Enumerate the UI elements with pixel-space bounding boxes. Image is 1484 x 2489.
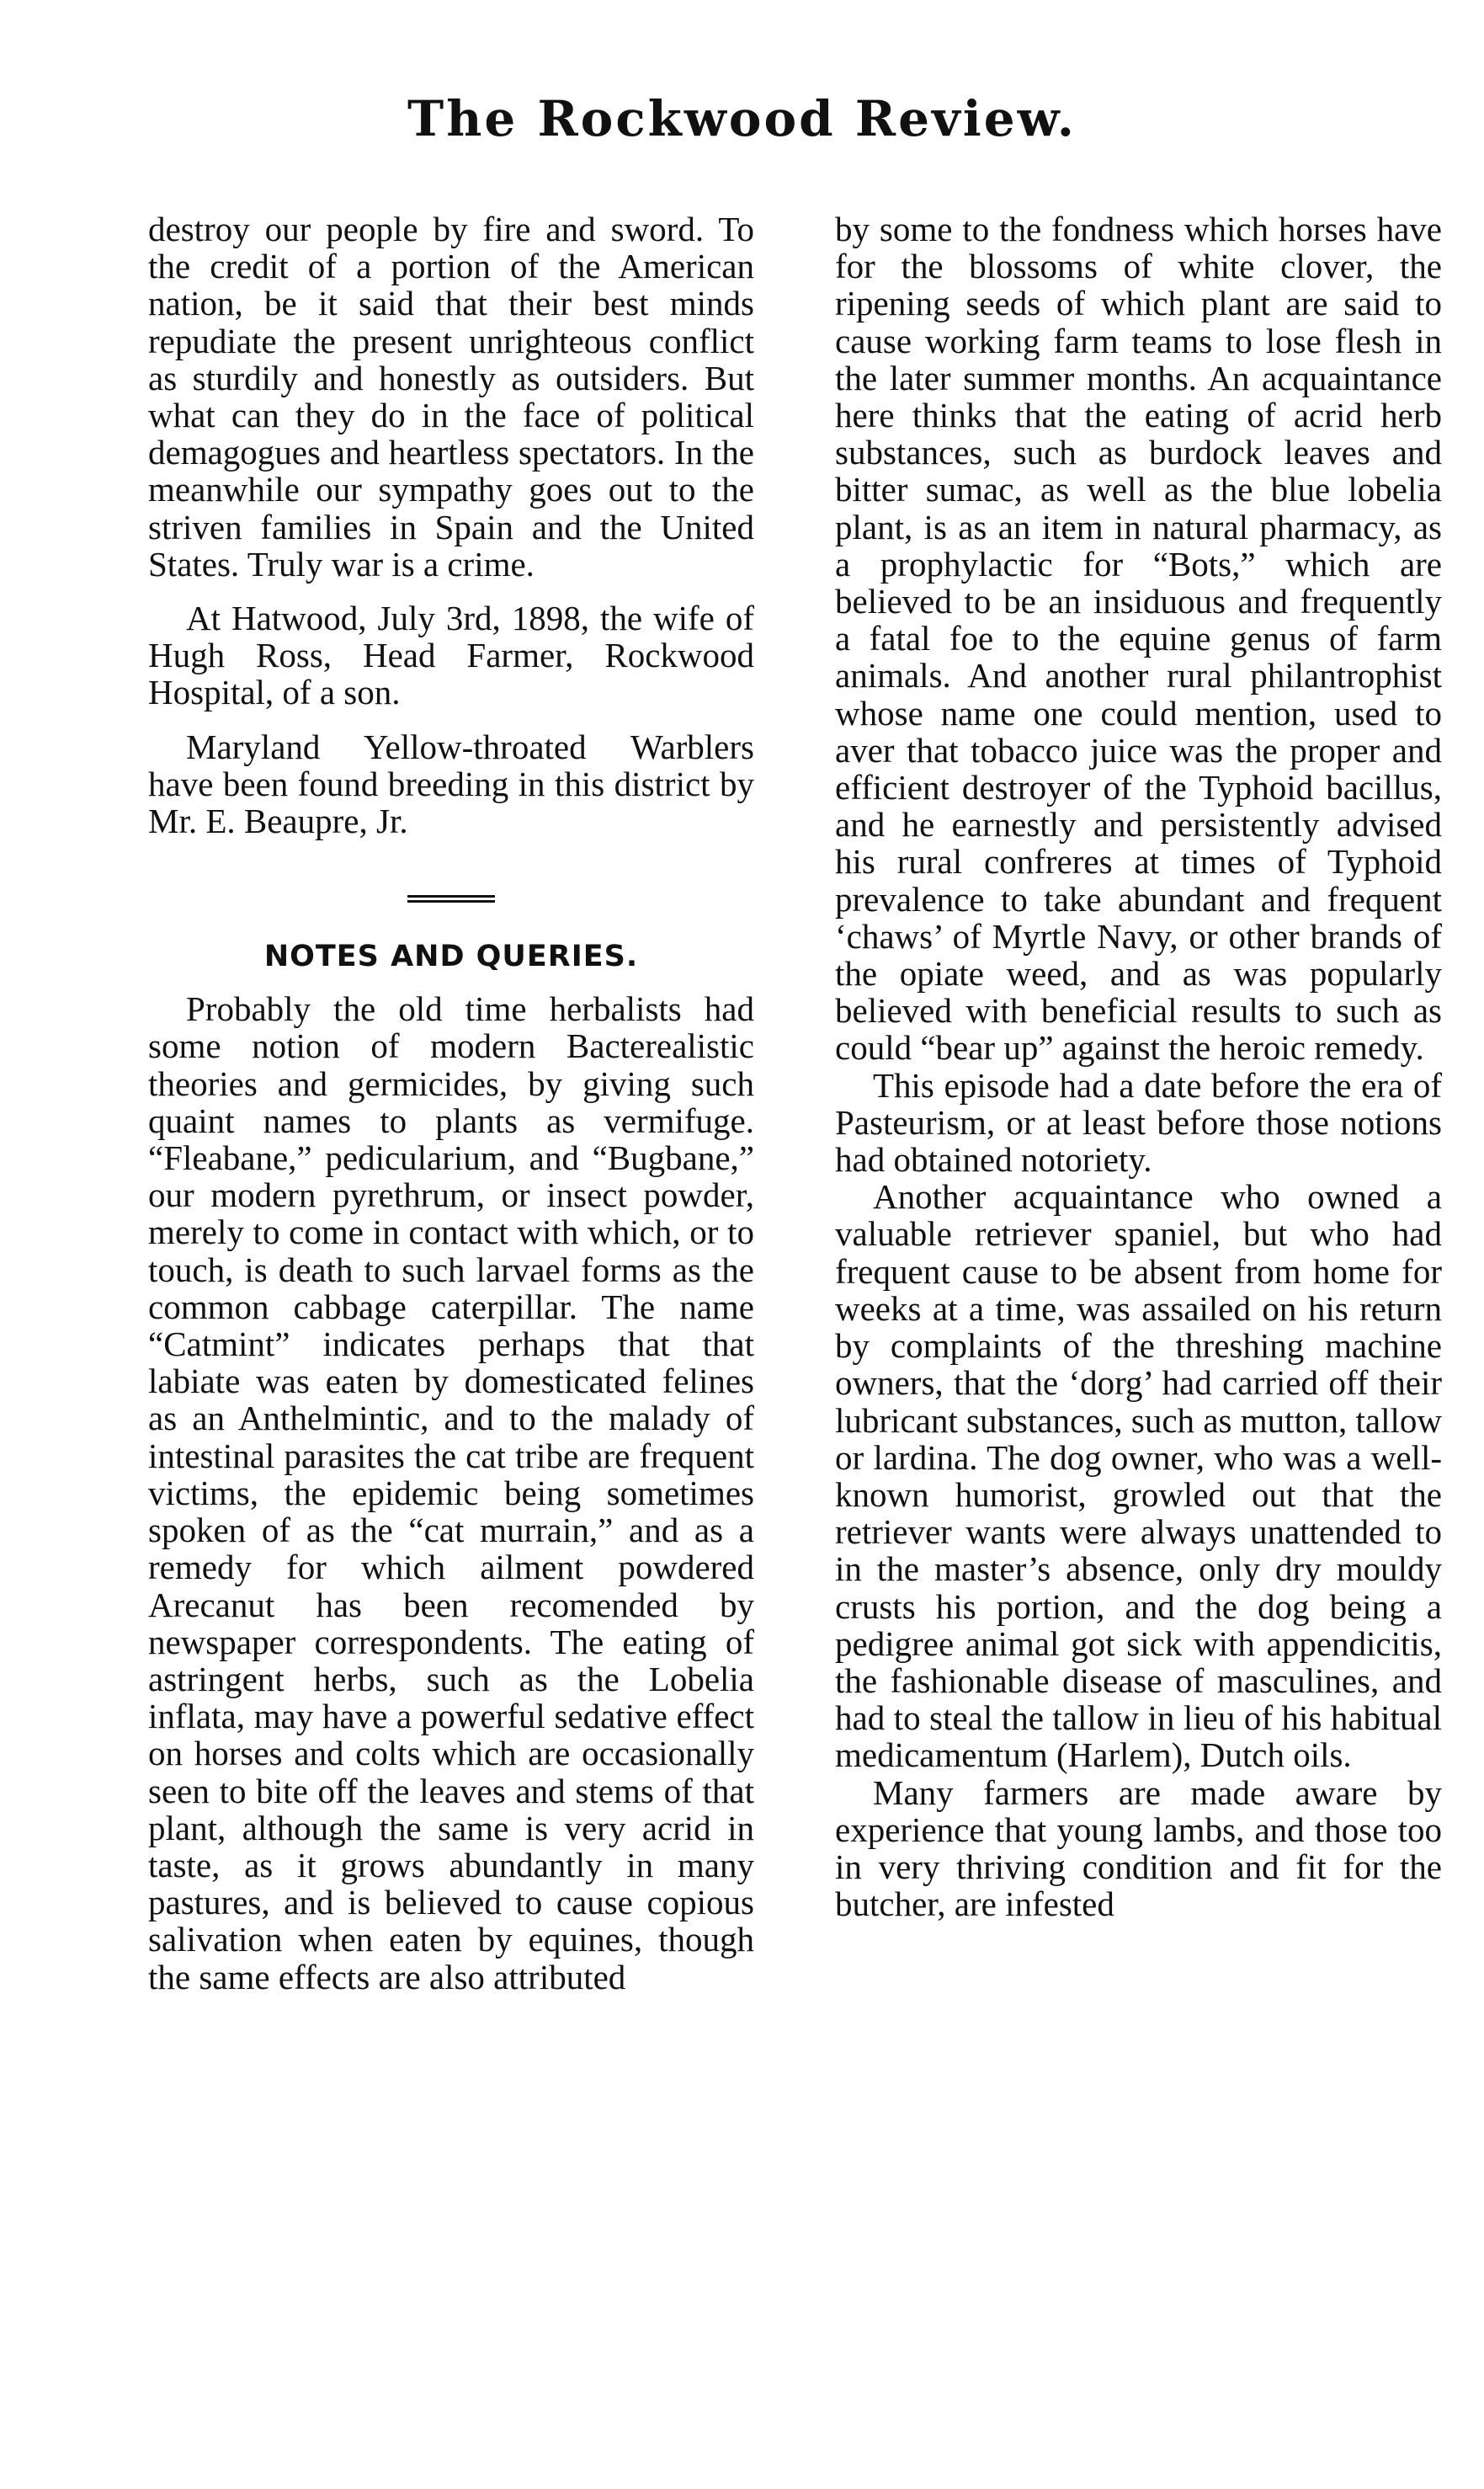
pasteurism-paragraph: This episode had a date before the era of Pasteurism, or at least before those notions had obtained notoriety. bbox=[835, 1065, 1442, 1180]
lambs-paragraph: Many farmers are made aware by experience that young lambs, and those too in very thriving condition and fit for the butcher, are infested bbox=[835, 1772, 1442, 1924]
notes-paragraph: Probably the old time herbalists had some notion of modern Bacterealistic theories and germicides, by giving such quaint names to plants as vermifuge. “Fleabane,” pedicularium, and “Bugbane,” our modern pyrethrum, or insect powder, merely to come in contact with which, or to touch, is death to such larvael forms as the common cabbage caterpillar. The name “Catmint” indicates perhaps that that labiate was eaten by domesticated felines as an Anthelmintic, and to the malady of intestinal parasites the cat tribe are frequent victims, the epidemic being sometimes spoken of as the “cat murrain,” and as a remedy for which ailment powdered Arecanut has been recomended by newspaper correspondents. The eating of astringent herbs, such as the Lobelia inflata, may have a powerful sedative effect on horses and colts which are occasionally seen to bite off the leaves and stems of that plant, although the same is very acrid in taste, as it grows abundantly in many pastures, and is believed to cause copious salivation when eaten by equines, though the same effects are also attributed bbox=[148, 989, 754, 1996]
warblers-paragraph: Maryland Yellow-throated Warblers have been found breeding in this district by Mr. E. Beaupre, Jr. bbox=[148, 727, 754, 841]
notes-continuation-paragraph: by some to the fondness which horses have for the blossoms of white clover, the ripening seeds of which plant are said to cause working farm teams to lose flesh in the later summer months. An acquaintance here thinks that the eating of acrid herb substances, such as burdock leaves and bitter sumac, as well as the blue lobelia plant, is as an item in natural pharmacy, as a prophylactic for “Bots,” which are believed to be an insiduous and frequently a fatal foe to the equine genus of farm animals. And another rural philantrophist whose name one could mention, used to aver that tobacco juice was the proper and efficient destroyer of the Typhoid bacillus, and he earnestly and persistently advised his rural confreres at times of Typhoid prevalence to take abundant and frequent ‘chaws’ of Myrtle Navy, or other brands of the opiate weed, and as was popularly believed with beneficial results to such as could “bear up” against the heroic remedy. bbox=[835, 210, 1442, 1068]
section-divider-rule bbox=[407, 895, 495, 903]
right-column bbox=[835, 211, 1442, 1922]
left-column bbox=[148, 211, 754, 1996]
page-header-title: The Rockwood Review. bbox=[407, 90, 1077, 147]
retriever-paragraph: Another acquaintance who owned a valuable retriever spaniel, but who had frequent cause to be absent from home for weeks at a time, was assailed on his return by complaints of the threshing machine owners, that the ‘dorg’ had carried off their lubricant substances, such as mutton, tallow or lardina. The dog owner, who was a well-known humorist, growled out that the retriever wants were always unattended to in the master’s absence, only dry mouldy crusts his portion, and the dog being a pedigree animal got sick with appendicitis, the fashionable disease of masculines, and had to steal the tallow in lieu of his habitual medicamentum (Harlem), Dutch oils. bbox=[835, 1177, 1442, 1775]
article-continuation-paragraph: destroy our people by fire and sword. To the credit of a portion of the American nation, be it said that their best minds repudiate the present unrighteous conflict as sturdily and honestly as outsiders. But what can they do in the face of political demagogues and heartless spectators. In the meanwhile our sympathy goes out to the striven families in Spain and the United States. Truly war is a crime. bbox=[148, 210, 754, 584]
section-heading: NOTES AND QUERIES. bbox=[263, 940, 639, 974]
birth-notice-paragraph: At Hatwood, July 3rd, 1898, the wife of Hugh Ross, Head Farmer, Rockwood Hospital, of a son. bbox=[148, 599, 754, 712]
